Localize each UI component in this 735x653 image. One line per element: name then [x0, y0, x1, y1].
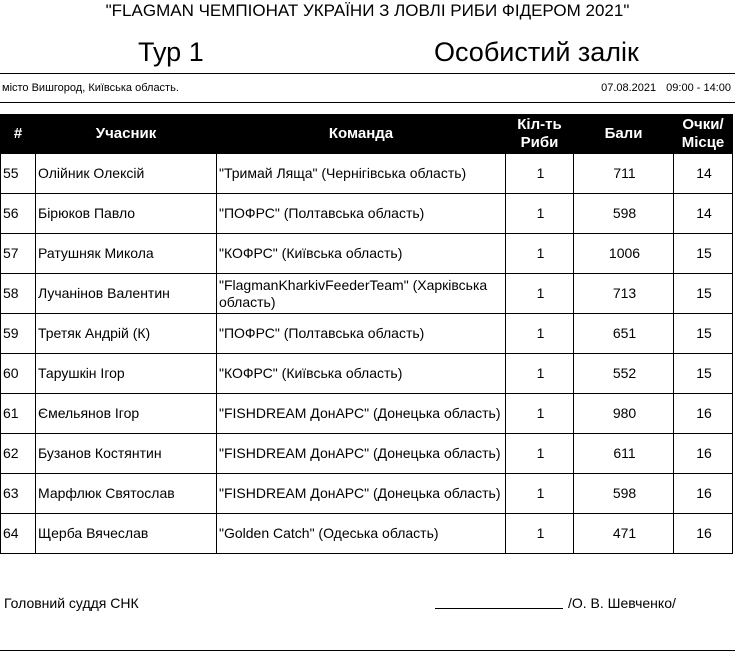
table-row — [1, 274, 733, 314]
row-score: 980 — [574, 394, 674, 434]
row-participant: Щерба Вячеслав — [36, 514, 217, 554]
row-fish-count: 1 — [506, 314, 574, 354]
table-row — [1, 474, 733, 514]
row-score: 598 — [574, 194, 674, 234]
row-participant: Третяк Андрій (К) — [36, 314, 217, 354]
row-place: 16 — [674, 514, 733, 554]
row-participant: Марфлюк Святослав — [36, 474, 217, 514]
row-participant: Бузанов Костянтин — [36, 434, 217, 474]
row-team: "FISHDREAM ДонАРС" (Донецька область) — [217, 394, 506, 434]
row-num: 58 — [1, 274, 36, 314]
row-place: 15 — [674, 274, 733, 314]
row-score: 1006 — [574, 234, 674, 274]
row-team: "КОФРС" (Київська область) — [217, 354, 506, 394]
row-score: 598 — [574, 474, 674, 514]
header-fish-count-line1: Кіл-ть — [517, 116, 562, 133]
divider-mid — [0, 102, 735, 103]
judge-name: /О. В. Шевченко/ — [568, 595, 676, 611]
row-place: 15 — [674, 314, 733, 354]
header-fish-count-line2: Риби — [520, 134, 559, 151]
table-row — [1, 314, 733, 354]
judge-label: Головний суддя СНК — [4, 595, 139, 611]
row-participant: Бірюков Павло — [36, 194, 217, 234]
row-fish-count: 1 — [506, 274, 574, 314]
row-place: 15 — [674, 234, 733, 274]
table-row — [1, 394, 733, 434]
row-fish-count: 1 — [506, 474, 574, 514]
event-date: 07.08.2021 — [601, 82, 657, 94]
row-participant: Лучанінов Валентин — [36, 274, 217, 314]
row-place: 15 — [674, 354, 733, 394]
row-score: 552 — [574, 354, 674, 394]
row-place: 16 — [674, 434, 733, 474]
row-participant: Олійник Олексій — [36, 154, 217, 194]
row-num: 64 — [1, 514, 36, 554]
header-participant: Учасник — [36, 115, 217, 154]
row-place: 16 — [674, 474, 733, 514]
row-team: "ПОФРС" (Полтавська область) — [217, 314, 506, 354]
standings-type: Особистий залік — [434, 37, 639, 67]
row-num: 59 — [1, 314, 36, 354]
results-table — [0, 114, 733, 554]
divider-top — [0, 73, 735, 74]
row-place: 16 — [674, 394, 733, 434]
row-team: "FISHDREAM ДонАРС" (Донецька область) — [217, 434, 506, 474]
signature-line — [435, 608, 563, 609]
row-num: 57 — [1, 234, 36, 274]
row-score: 713 — [574, 274, 674, 314]
row-fish-count: 1 — [506, 154, 574, 194]
row-num: 60 — [1, 354, 36, 394]
table-row — [1, 354, 733, 394]
row-num: 61 — [1, 394, 36, 434]
row-num: 56 — [1, 194, 36, 234]
header-place — [674, 115, 733, 154]
row-num: 55 — [1, 154, 36, 194]
tour-label: Тур 1 — [138, 37, 204, 67]
table-row — [1, 194, 733, 234]
row-participant: Ратушняк Микола — [36, 234, 217, 274]
row-team: "FlagmanKharkivFeederTeam" (Харківська область) — [217, 274, 506, 314]
row-place: 14 — [674, 194, 733, 234]
event-time: 09:00 - 14:00 — [666, 82, 731, 94]
row-fish-count: 1 — [506, 394, 574, 434]
row-team: "ПОФРС" (Полтавська область) — [217, 194, 506, 234]
header-place-line1: Очки/ — [682, 116, 724, 133]
location-text: місто Вишгород, Київська область. — [2, 82, 179, 94]
table-row — [1, 434, 733, 474]
document-title: "FLAGMAN ЧЕМПІОНАТ УКРАЇНИ З ЛОВЛІ РИБИ ФІДЕРОМ 2021" — [105, 1, 630, 20]
table-row — [1, 154, 733, 194]
row-score: 651 — [574, 314, 674, 354]
row-team: "FISHDREAM ДонАРС" (Донецька область) — [217, 474, 506, 514]
header-fish-count — [506, 115, 574, 154]
row-fish-count: 1 — [506, 234, 574, 274]
row-score: 711 — [574, 154, 674, 194]
table-header-row — [1, 115, 733, 154]
row-place: 14 — [674, 154, 733, 194]
date-time — [601, 81, 731, 95]
row-team: "КОФРС" (Київська область) — [217, 234, 506, 274]
row-fish-count: 1 — [506, 354, 574, 394]
row-participant: Тарушкін Ігор — [36, 354, 217, 394]
row-num: 62 — [1, 434, 36, 474]
row-fish-count: 1 — [506, 434, 574, 474]
row-participant: Ємельянов Ігор — [36, 394, 217, 434]
row-team: "Golden Catch" (Одеська область) — [217, 514, 506, 554]
row-fish-count: 1 — [506, 514, 574, 554]
divider-bottom — [0, 650, 735, 651]
row-score: 471 — [574, 514, 674, 554]
row-score: 611 — [574, 434, 674, 474]
row-fish-count: 1 — [506, 194, 574, 234]
row-num: 63 — [1, 474, 36, 514]
header-score: Бали — [574, 115, 674, 154]
table-row — [1, 234, 733, 274]
header-team: Команда — [217, 115, 506, 154]
header-place-line2: Місце — [681, 134, 725, 151]
table-row — [1, 514, 733, 554]
row-team: "Тримай Ляща" (Чернігівська область) — [217, 154, 506, 194]
header-num: # — [1, 115, 36, 154]
